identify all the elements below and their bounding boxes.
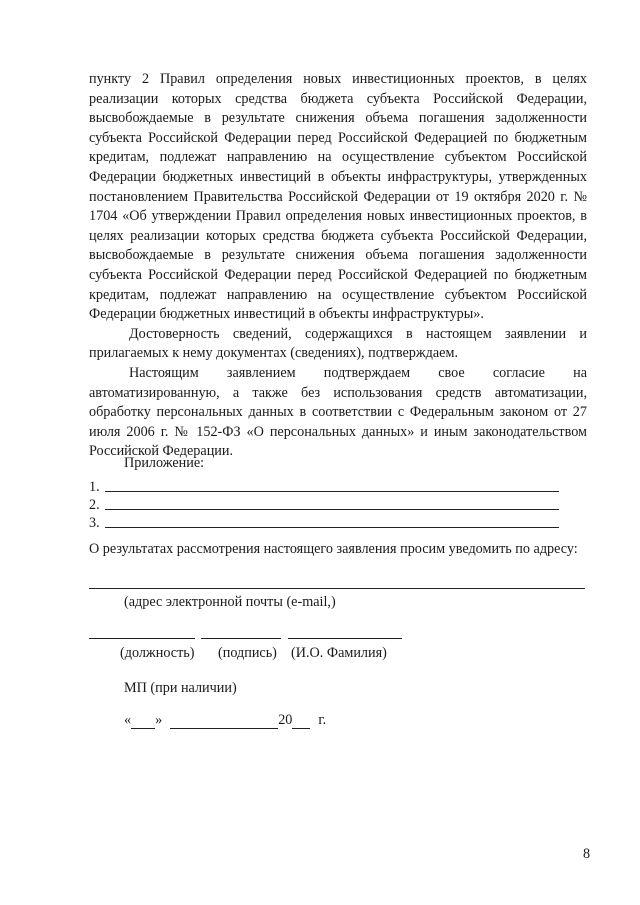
paragraph-legal-reference: пункту 2 Правил определения новых инвестиционных проектов, в целях реализации которых средства бюджета субъекта Российской Федерации, высвобождаемые в результате снижения объема погашения задолженности субъекта Российской Федерации перед Российской Федерацией по бюджетным кредитам, подлежат направлению на осуществление субъектом Российской Федерации бюджетных инвестиций в объекты инфраструктуры, утвержденных постановлением Правительства Российской Федерации от 19 октября 2020 г. № 1704 «Об утверждении Правил определения новых инвестиционных проектов, в целях реализации которых средства бюджета субъекта Российской Федерации, высвобождаемые в результате снижения объема погашения задолженности субъекта Российской Федерации перед Российской Федерацией по бюджетным кредитам, подлежат направлению на осуществление субъектом Российской Федерации бюджетных инвестиций в объекты инфраструктуры». [89, 71, 587, 323]
notify-request-text: О результатах рассмотрения настоящего заявления просим уведомить по адресу: [89, 541, 578, 557]
paragraph-consent: Настоящим заявлением подтверждаем свое согласие на автоматизированную, а также без использования средств автоматизации, обработку персональных данных в соответствии с Федеральным законом от 27 июля 2006 г. № 152-ФЗ «О персональных данных» и иным законодательством Российской Федерации. [89, 364, 587, 460]
year-prefix: 20 [278, 712, 293, 728]
paragraph-accuracy: Достоверность сведений, содержащихся в настоящем заявлении и прилагаемых к нему документах (сведениях), подтверждаем. [89, 325, 587, 362]
year-suffix: г. [318, 712, 327, 728]
attachment-line-3 [89, 514, 559, 532]
body-text [89, 70, 587, 462]
attachment-line-2 [89, 496, 559, 514]
date-line [124, 712, 326, 729]
attachment-blank-line [105, 527, 559, 528]
page-number: 8 [583, 846, 591, 862]
date-close-quote: » [155, 712, 163, 728]
signature-caption: (подпись) [218, 645, 277, 661]
attachment-number: 1. [89, 479, 100, 495]
email-blank-line [89, 588, 585, 589]
attachment-line-1 [89, 478, 559, 496]
date-open-quote: « [124, 712, 132, 728]
position-caption: (должность) [120, 645, 195, 661]
stamp-label: МП (при наличии) [124, 680, 237, 696]
name-blank-line [288, 638, 402, 639]
attachment-number: 2. [89, 497, 100, 513]
attachments-title: Приложение: [124, 455, 205, 471]
email-caption: (адрес электронной почты (e-mail,) [124, 594, 336, 610]
attachment-number: 3. [89, 515, 100, 531]
month-blank [170, 714, 278, 729]
attachment-blank-line [105, 509, 559, 510]
year-blank [292, 714, 310, 729]
attachment-blank-line [105, 491, 559, 492]
day-blank [131, 714, 155, 729]
name-caption: (И.О. Фамилия) [291, 645, 387, 661]
signature-blank-line [201, 638, 281, 639]
position-blank-line [89, 638, 195, 639]
